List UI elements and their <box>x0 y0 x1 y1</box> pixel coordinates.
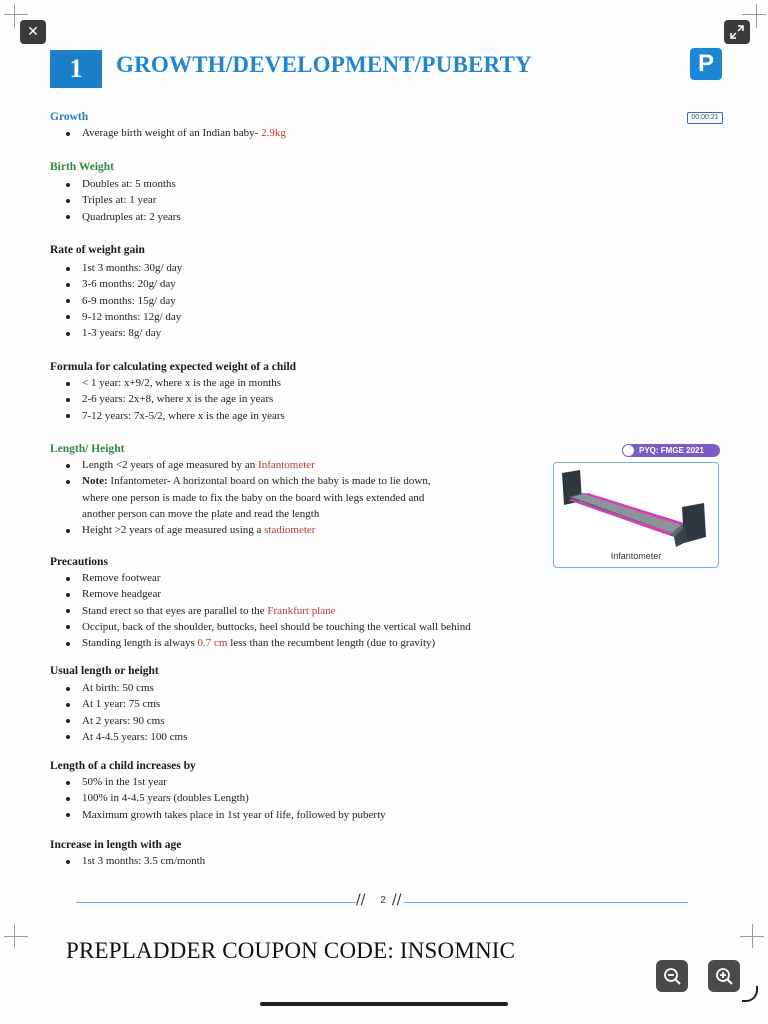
page-number: 2 <box>380 895 386 906</box>
length-increase-list <box>82 774 386 823</box>
list-item: Remove footwear <box>82 570 471 586</box>
list-item: 100% in 4-4.5 years (doubles Length) <box>82 790 386 806</box>
chapter-number: 1 <box>50 50 102 88</box>
clock-icon <box>622 444 635 457</box>
list-item: At birth: 50 cms <box>82 680 187 696</box>
list-item: 1st 3 months: 30g/ day <box>82 260 182 276</box>
section-title-weight-gain: Rate of weight gain <box>50 244 145 256</box>
crop-mark <box>4 924 28 948</box>
video-timestamp[interactable]: 00:00:21 <box>687 112 723 124</box>
list-item: < 1 year: x+9/2, where x is the age in months <box>82 375 285 391</box>
growth-list <box>82 125 286 141</box>
section-title-length-increase: Length of a child increases by <box>50 760 196 772</box>
footer-slash: // <box>356 892 366 908</box>
list-item: 7-12 years: 7x-5/2, where x is the age in years <box>82 408 285 424</box>
list-item: 2-6 years: 2x+8, where x is the age in years <box>82 391 285 407</box>
figure-caption: Infantometer <box>610 551 662 561</box>
crop-mark <box>740 924 764 948</box>
section-title-birth-weight: Birth Weight <box>50 161 115 173</box>
section-title-increase-age: Increase in length with age <box>50 839 182 851</box>
zoom-out-icon <box>663 967 681 985</box>
chapter-title: GROWTH/DEVELOPMENT/PUBERTY <box>116 52 532 77</box>
zoom-out-button[interactable] <box>656 960 688 992</box>
list-item: At 2 years: 90 cms <box>82 713 187 729</box>
list-item: 9-12 months: 12g/ day <box>82 309 182 325</box>
list-item: Length <2 years of age measured by an Infantometer <box>82 457 452 473</box>
list-item: Standing length is always 0.7 cm less than the recumbent length (due to gravity) <box>82 635 471 651</box>
infantometer-figure <box>553 462 719 568</box>
list-item: 1-3 years: 8g/ day <box>82 325 182 341</box>
list-item: 6-9 months: 15g/ day <box>82 293 182 309</box>
close-icon: ✕ <box>27 24 39 40</box>
list-item: Quadruples at: 2 years <box>82 209 181 225</box>
section-title-precautions: Precautions <box>50 556 108 568</box>
expand-icon <box>730 25 744 39</box>
list-item: Average birth weight of an Indian baby- 2.9kg <box>82 125 286 141</box>
formula-list <box>82 375 285 424</box>
length-height-list <box>82 457 452 538</box>
list-item: At 4-4.5 years: 100 cms <box>82 729 187 745</box>
precautions-list <box>82 570 471 651</box>
coupon-code-text: PREPLADDER COUPON CODE: INSOMNIC <box>66 938 516 963</box>
list-item: Remove headgear <box>82 586 471 602</box>
footer-divider <box>404 902 688 903</box>
pyq-badge[interactable]: PYQ: FMGE 2021 <box>622 444 720 457</box>
list-item: Stand erect so that eyes are parallel to the Frankfurt plane <box>82 603 471 619</box>
infantometer-illustration <box>558 467 714 551</box>
section-title-formula: Formula for calculating expected weight of a child <box>50 361 297 373</box>
birth-weight-list <box>82 176 181 225</box>
list-item: Occiput, back of the shoulder, buttocks, heel should be touching the vertical wall behind <box>82 619 471 635</box>
usual-length-list <box>82 680 187 745</box>
highlight-text: Infantometer <box>258 459 315 471</box>
list-item: At 1 year: 75 cms <box>82 696 187 712</box>
page-curl-icon <box>742 986 758 1002</box>
section-title-length-height: Length/ Height <box>50 443 125 455</box>
section-title-growth: Growth <box>50 111 89 123</box>
list-item: 50% in the 1st year <box>82 774 386 790</box>
close-button[interactable] <box>20 20 46 44</box>
zoom-in-button[interactable] <box>708 960 740 992</box>
list-item-note: Note: Infantometer- A horizontal board on which the baby is made to lie down, where one person is made to fix the baby on the board with legs extended and another person can move the plate and read the length <box>82 473 452 522</box>
prepladder-logo: P <box>690 48 722 80</box>
highlight-text: 0.7 cm <box>197 637 228 650</box>
highlight-text: 2.9kg <box>261 127 286 139</box>
zoom-in-icon <box>715 967 733 985</box>
increase-age-list <box>82 853 205 869</box>
home-indicator[interactable] <box>260 1002 508 1006</box>
weight-gain-list <box>82 260 182 341</box>
list-item: Height >2 years of age measured using a stadiometer <box>82 522 452 538</box>
footer-slash: // <box>392 892 402 908</box>
list-item: Triples at: 1 year <box>82 192 181 208</box>
list-item: 1st 3 months: 3.5 cm/month <box>82 853 205 869</box>
expand-button[interactable] <box>724 20 750 44</box>
list-item: 3-6 months: 20g/ day <box>82 276 182 292</box>
section-title-usual-length: Usual length or height <box>50 665 159 677</box>
list-item: Doubles at: 5 months <box>82 176 181 192</box>
highlight-text: Frankfurt plane <box>267 604 336 617</box>
highlight-text: stadiometer <box>264 524 316 537</box>
list-item: Maximum growth takes place in 1st year of life, followed by puberty <box>82 807 386 823</box>
footer-divider <box>76 902 356 903</box>
